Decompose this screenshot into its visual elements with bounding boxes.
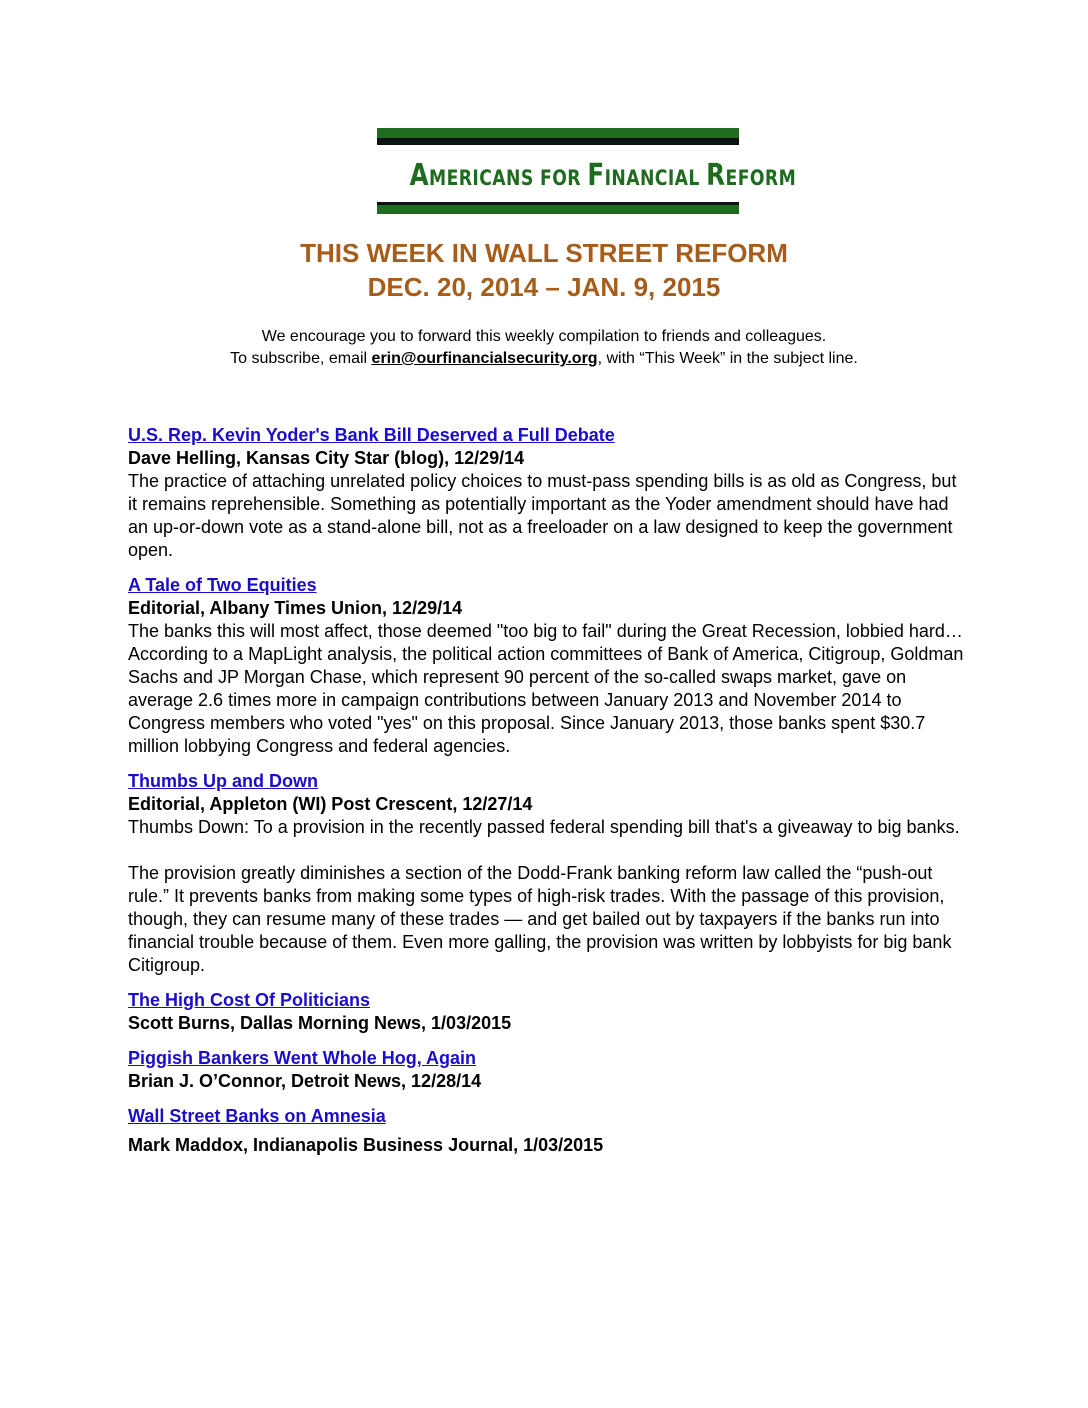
article-item <box>128 989 968 1035</box>
article-item <box>128 1105 968 1157</box>
logo-bar-green-top <box>377 128 739 138</box>
article-title-link[interactable]: Thumbs Up and Down <box>128 771 318 791</box>
article-source: Dave Helling, Kansas City Star (blog), 12/29/14 <box>128 448 525 468</box>
article-item <box>128 574 968 758</box>
article-title-link[interactable]: Piggish Bankers Went Whole Hog, Again <box>128 1048 477 1068</box>
logo-bar-black-top <box>377 138 739 145</box>
intro-line-2: To subscribe, email erin@ourfinancialsecurity.org, with “This Week” in the subject line. <box>230 350 858 367</box>
subscribe-email-link[interactable]: erin@ourfinancialsecurity.org <box>371 350 598 367</box>
article-title-link[interactable]: Wall Street Banks on Amnesia <box>128 1106 386 1126</box>
article-source: Editorial, Appleton (WI) Post Crescent, 12/27/14 <box>128 794 533 814</box>
article-title-link[interactable]: A Tale of Two Equities <box>128 575 317 595</box>
article-title-link[interactable]: U.S. Rep. Kevin Yoder's Bank Bill Deserved a Full Debate <box>128 425 615 445</box>
article-source: Brian J. O’Connor, Detroit News, 12/28/14 <box>128 1071 482 1091</box>
article-source: Mark Maddox, Indianapolis Business Journal, 1/03/2015 <box>128 1135 604 1155</box>
article-title-link[interactable]: The High Cost Of Politicians <box>128 990 371 1010</box>
intro-line-1: We encourage you to forward this weekly compilation to friends and colleagues. <box>261 328 827 345</box>
article-source: Editorial, Albany Times Union, 12/29/14 <box>128 598 463 618</box>
page-title: THIS WEEK IN WALL STREET REFORM <box>300 238 788 268</box>
article-list <box>128 424 968 1169</box>
article-item <box>128 1047 968 1093</box>
intro-text <box>0 326 1088 370</box>
article-item <box>128 424 968 562</box>
afr-logo <box>377 128 797 214</box>
logo-wordmark: AMERICANS FOR FINANCIAL REFORM <box>409 158 797 193</box>
logo-bar-green-bottom <box>377 205 739 214</box>
article-excerpt: The provision greatly diminishes a section of the Dodd-Frank banking reform law called the “push-out rule.” It prevents banks from making some types of high-risk trades. With the passage of this provision, though, they can resume many of these trades — and get bailed out by taxpayers if the banks run into financial trouble because of them. Even more galling, the provision was written by lobbyists for big bank Citigroup. <box>128 863 952 975</box>
article-item <box>128 770 968 977</box>
date-range: DEC. 20, 2014 – JAN. 9, 2015 <box>367 272 721 302</box>
article-excerpt: The banks this will most affect, those deemed "too big to fail" during the Great Recession, lobbied hard… According to a MapLight analysis, the political action committees of Bank of America, Citigroup, Goldman Sachs and JP Morgan Chase, which represent 90 percent of the so-called swaps market, gave on average 2.6 times more in campaign contributions between January 2013 and November 2014 to Congress members who voted "yes" on this proposal. Since January 2013, those banks spent $30.7 million lobbying Congress and federal agencies. <box>128 621 964 756</box>
article-excerpt: The practice of attaching unrelated policy choices to must-pass spending bills is as old as Congress, but it remains reprehensible. Something as potentially important as the Yoder amendment should have had an up-or-down vote as a stand-alone bill, not as a freeloader on a law designed to keep the government open. <box>128 471 957 560</box>
article-excerpt: Thumbs Down: To a provision in the recently passed federal spending bill that's a giveaway to big banks. <box>128 817 960 837</box>
article-source: Scott Burns, Dallas Morning News, 1/03/2015 <box>128 1013 512 1033</box>
